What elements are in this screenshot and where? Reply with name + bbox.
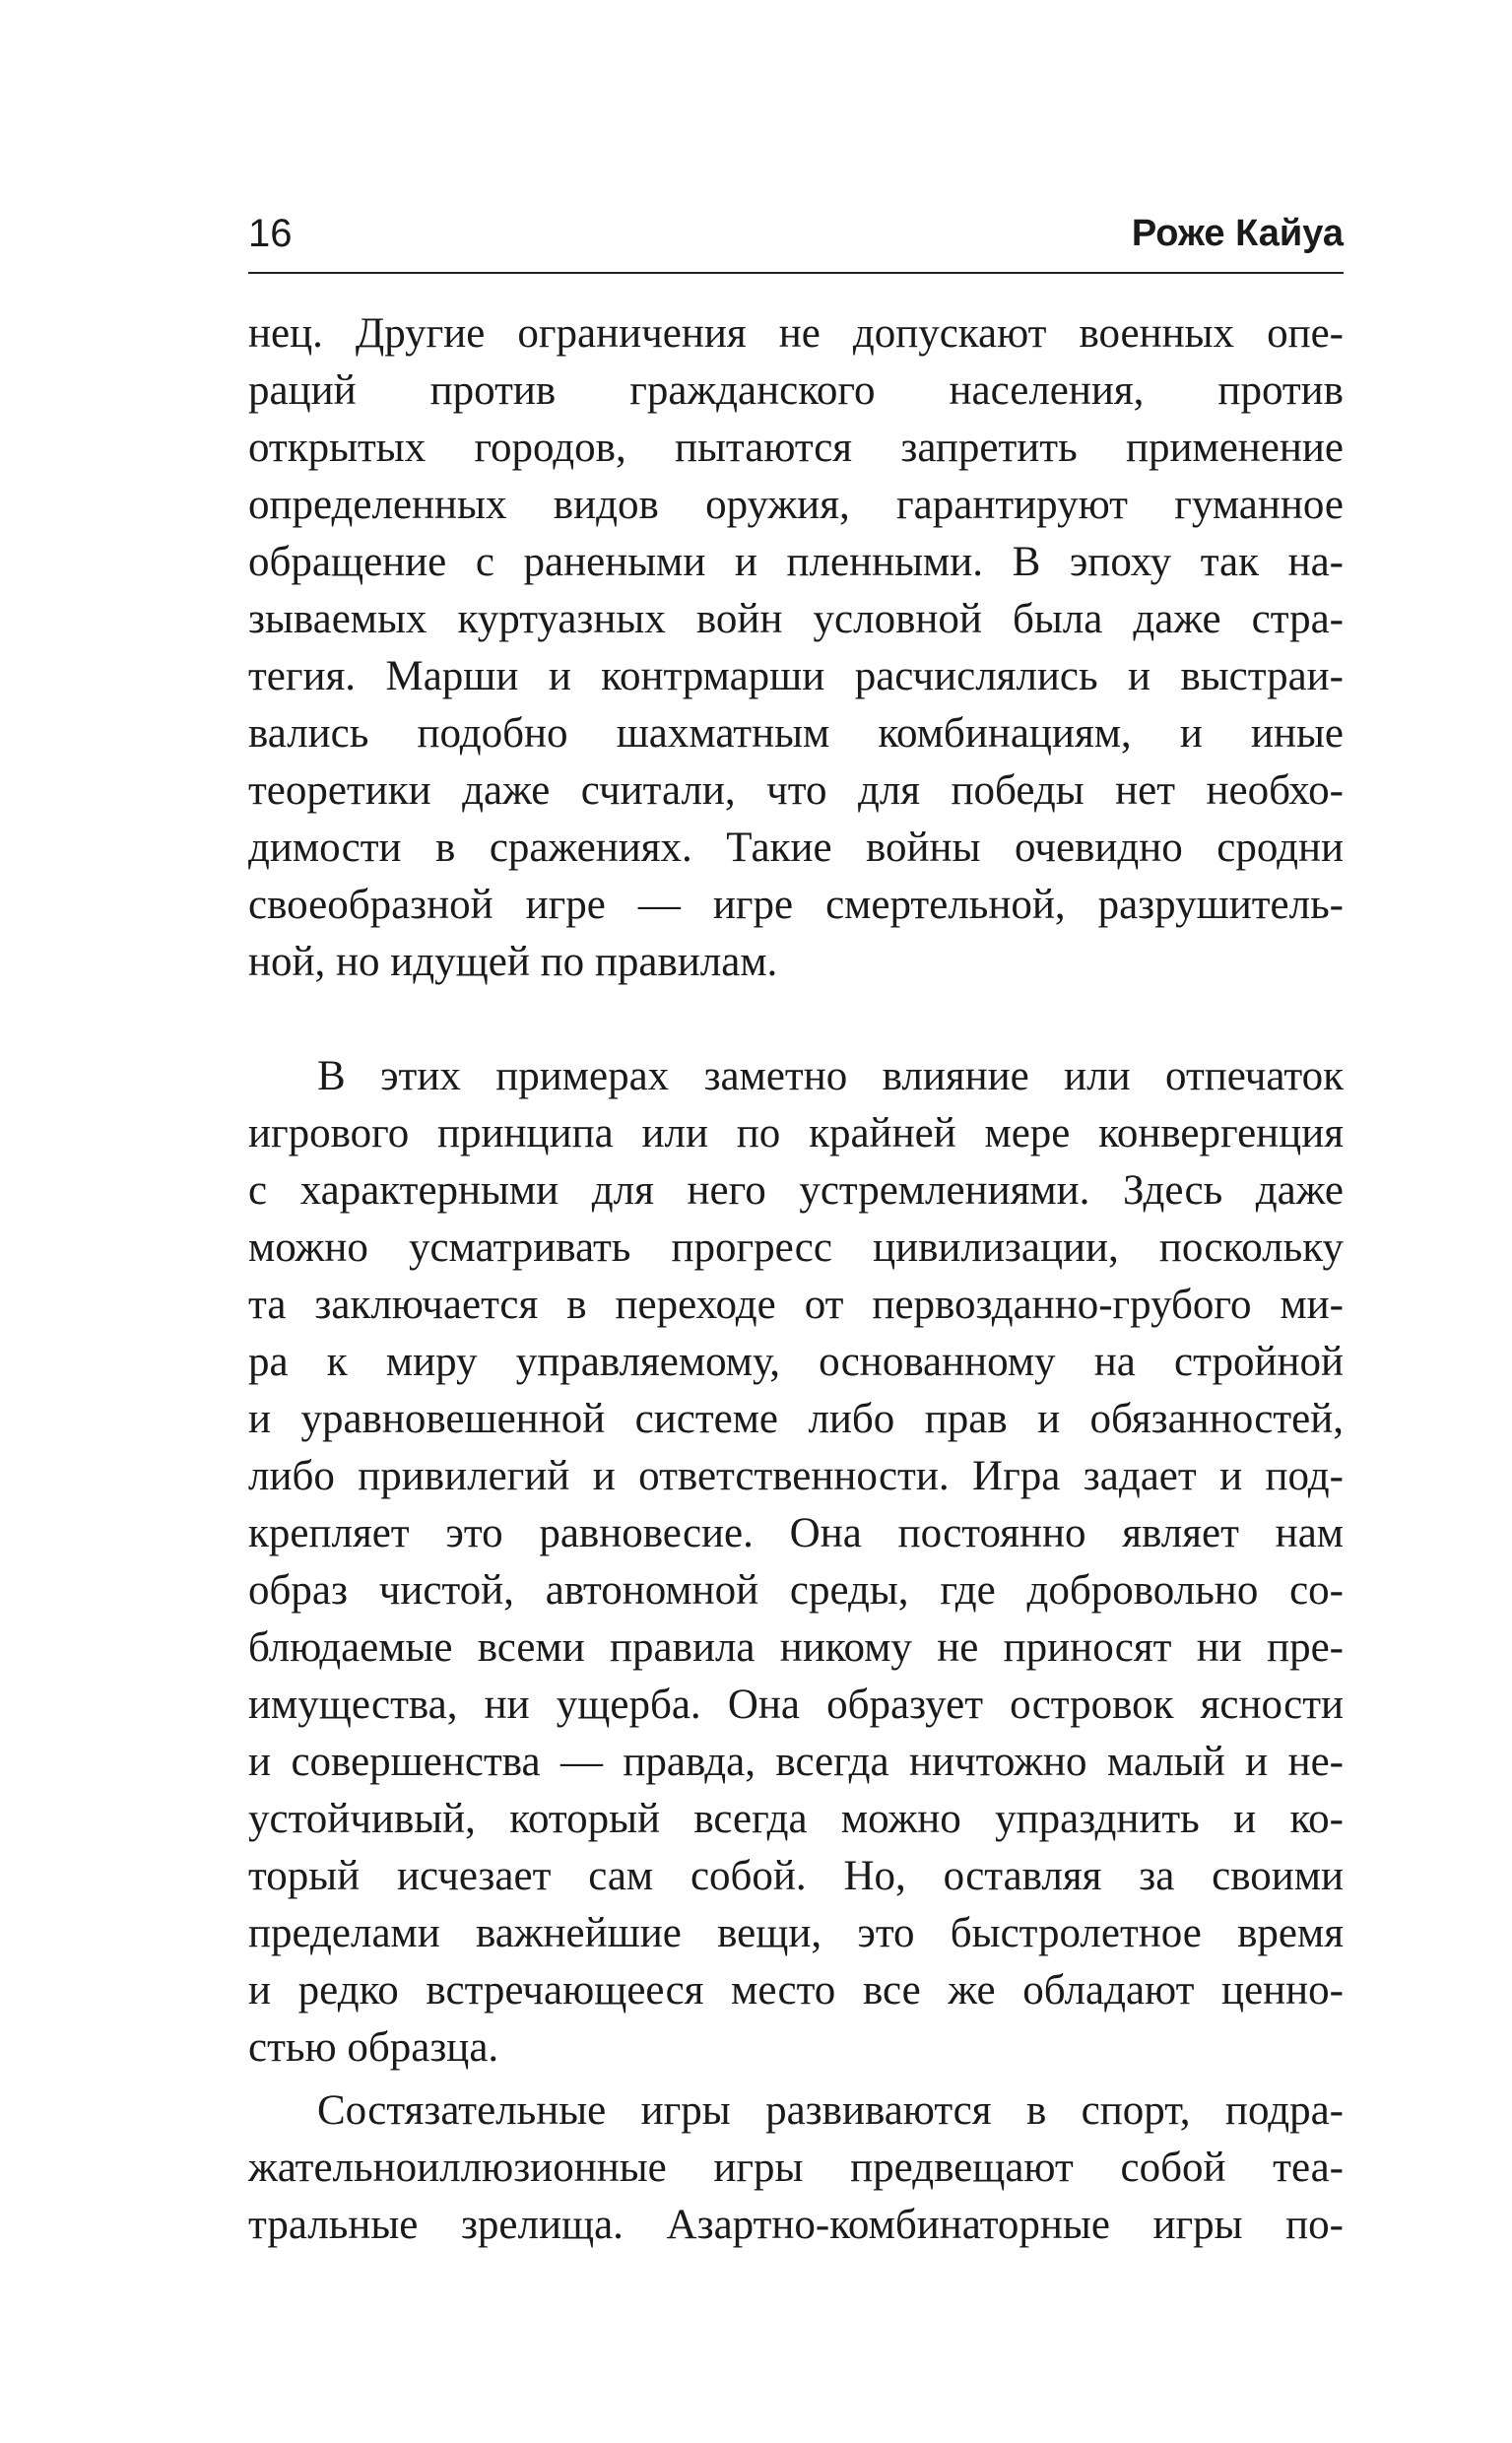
paragraph	[248, 2082, 1344, 2254]
text-line: нец. Другие ограничения не допускают военных опе-	[248, 310, 1344, 357]
text-line: Состязательные игры развиваются в спорт, подра-	[317, 2087, 1344, 2134]
text-line: стью образца.	[248, 2024, 499, 2071]
paragraph	[248, 1048, 1344, 2077]
text-line: ра к миру управляемому, основанному на стройной	[248, 1339, 1344, 1385]
text-line: открытых городов, пытаются запретить применение	[248, 425, 1344, 471]
text-line: имущества, ни ущерба. Она образует островок ясности	[248, 1682, 1344, 1728]
text-line: тральные зрелища. Азартно-комбинаторные игры по-	[248, 2202, 1344, 2248]
text-line: тегия. Марши и контрмарши расчислялись и выстраи-	[248, 653, 1344, 699]
text-line: своеобразной игре — игре смертельной, разрушитель-	[248, 882, 1344, 928]
section-gap	[248, 991, 1344, 1048]
text-line: димости в сражениях. Такие войны очевидно сродни	[248, 825, 1344, 871]
text-line: раций против гражданского населения, против	[248, 367, 1344, 414]
text-line: зываемых куртуазных войн условной была даже стра-	[248, 596, 1344, 642]
paragraph	[248, 305, 1344, 991]
text-line: блюдаемые всеми правила никому не приносят ни пре-	[248, 1624, 1344, 1671]
running-head-author: Роже Кайуа	[1131, 213, 1344, 254]
text-line: либо привилегий и ответственности. Игра задает и под-	[248, 1453, 1344, 1499]
text-line: теоретики даже считали, что для победы нет необхо-	[248, 767, 1344, 814]
text-line: устойчивый, который всегда можно упразднить и ко-	[248, 1796, 1344, 1842]
text-line: и редко встречающееся место все же обладают ценно-	[248, 1967, 1344, 2014]
text-line: определенных видов оружия, гарантируют гуманное	[248, 482, 1344, 528]
text-line: ной, но идущей по правилам.	[248, 939, 778, 985]
text-line: вались подобно шахматным комбинациям, и иные	[248, 710, 1344, 757]
text-line: образ чистой, автономной среды, где добровольно со-	[248, 1567, 1344, 1614]
text-line: обращение с ранеными и пленными. В эпоху так на-	[248, 539, 1344, 585]
text-line: В этих примерах заметно влияние или отпечаток	[317, 1053, 1344, 1099]
text-line: та заключается в переходе от первозданно-грубого ми-	[248, 1282, 1344, 1328]
page-number: 16	[248, 212, 293, 255]
text-line: и уравновешенной системе либо прав и обязанностей,	[248, 1396, 1344, 1442]
body-text	[248, 305, 1344, 2254]
text-line: и совершенства — правда, всегда ничтожно малый и не-	[248, 1739, 1344, 1785]
page-header	[248, 205, 1344, 274]
text-line: торый исчезает сам собой. Но, оставляя за своими	[248, 1853, 1344, 1899]
text-line: с характерными для него устремлениями. Здесь даже	[248, 1167, 1344, 1214]
text-line: пределами важнейшие вещи, это быстролетное время	[248, 1910, 1344, 1956]
text-line: крепляет это равновесие. Она постоянно являет нам	[248, 1510, 1344, 1556]
text-line: жательноиллюзионные игры предвещают собой теа-	[248, 2145, 1344, 2191]
text-line: игрового принципа или по крайней мере конвергенция	[248, 1110, 1344, 1156]
text-line: можно усматривать прогресс цивилизации, поскольку	[248, 1224, 1344, 1271]
